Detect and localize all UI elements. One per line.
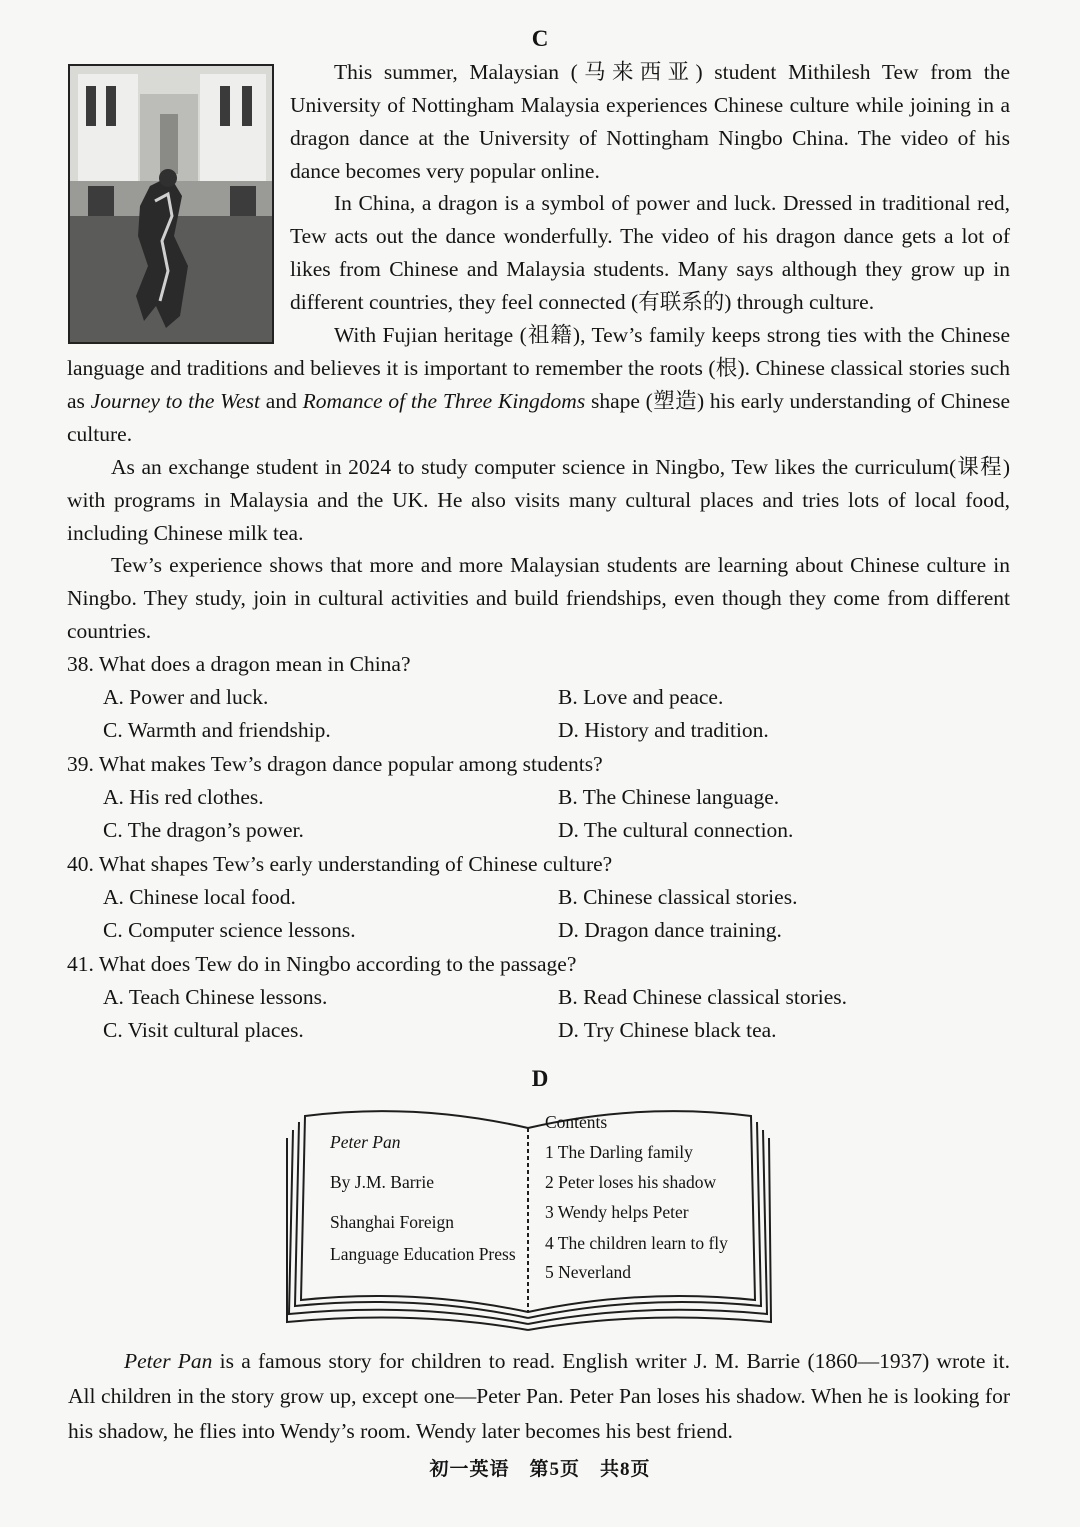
question-39-option-a: A. His red clothes. <box>103 785 264 809</box>
question-39-option-b: B. The Chinese language. <box>558 785 780 809</box>
dragon-dance-photo <box>68 64 274 344</box>
section-d-paragraph-1: Peter Pan is a famous story for children to read. English writer J. M. Barrie (1860—1937) wrote it. All children in the story grow up, except one—Peter Pan. Peter Pan loses his shadow. When he is looking for his shadow, he flies into Wendy’s room. Wendy later becomes his best friend. <box>68 1349 1011 1443</box>
section-c-paragraph-5: Tew’s experience shows that more and more Malaysian students are learning about Chinese culture in Ningbo. They study, join in cultural activities and build friendships, even though they come from different countries. <box>67 553 1010 643</box>
question-39-option-d: D. The cultural connection. <box>558 818 794 842</box>
book-publisher-line-1: Shanghai Foreign <box>330 1212 454 1232</box>
book-title: Peter Pan <box>330 1132 401 1152</box>
question-38-stem: 38. What does a dragon mean in China? <box>67 652 411 676</box>
question-40-stem: 40. What shapes Tew’s early understanding of Chinese culture? <box>67 852 613 876</box>
question-38-option-b: B. Love and peace. <box>558 685 724 709</box>
peter-pan-title: Peter Pan <box>124 1349 213 1373</box>
book-title-journey: Journey to the West <box>90 389 261 413</box>
book-chapter-4: 4 The children learn to fly <box>545 1233 728 1253</box>
question-40-option-c: C. Computer science lessons. <box>103 918 356 942</box>
question-40-option-d: D. Dragon dance training. <box>558 918 782 942</box>
question-41-option-b: B. Read Chinese classical stories. <box>558 985 847 1009</box>
question-41-option-c: C. Visit cultural places. <box>103 1018 304 1042</box>
book-chapter-3: 3 Wendy helps Peter <box>545 1202 689 1222</box>
book-title-romance: Romance of the Three Kingdoms <box>302 389 586 413</box>
book-chapter-5: 5 Neverland <box>545 1262 632 1282</box>
section-c-paragraph-3: With Fujian heritage (祖籍), Tew’s family keeps strong ties with the Chinese language and traditions and believes it is important to remember the roots (根). Chinese classical stories such as Journey to the West and Romance of the Three Kingdoms shape (塑造) his early understanding of Chinese culture. <box>67 323 1010 446</box>
question-40-option-b: B. Chinese classical stories. <box>558 885 798 909</box>
book-chapter-2: 2 Peter loses his shadow <box>545 1172 717 1192</box>
question-39-stem: 39. What makes Tew’s dragon dance popular among students? <box>67 752 603 776</box>
section-c-paragraph-2: In China, a dragon is a symbol of power and luck. Dressed in traditional red, Tew acts out the dance wonderfully. The video of his dragon dance gets a lot of likes from Chinese and Malaysia students. Many says although they grow up in different countries, they feel connected (有联系的) through culture. <box>290 191 1010 314</box>
section-c-paragraph-4: As an exchange student in 2024 to study computer science in Ningbo, Tew likes the curriculum(课程) with programs in Malaysia and the UK. He also visits many cultural places and tries lots of local food, including Chinese milk tea. <box>67 455 1010 545</box>
section-d-heading: D <box>531 1066 549 1091</box>
question-39-option-c: C. The dragon’s power. <box>103 818 304 842</box>
book-author: By J.M. Barrie <box>330 1172 435 1192</box>
book-publisher-line-2: Language Education Press <box>330 1244 516 1264</box>
question-38-option-d: D. History and tradition. <box>558 718 769 742</box>
question-41-option-a: A. Teach Chinese lessons. <box>103 985 328 1009</box>
section-c-paragraph-1: This summer, Malaysian (马来西亚) student Mithilesh Tew from the University of Nottingham Malaysia experiences Chinese culture while joining in a dragon dance at the University of Nottingham Ningbo China. The video of his dance becomes very popular online. <box>290 60 1010 183</box>
book-chapter-1: 1 The Darling family <box>545 1142 693 1162</box>
question-40-option-a: A. Chinese local food. <box>103 885 296 909</box>
question-41-stem: 41. What does Tew do in Ningbo according to the passage? <box>67 952 577 976</box>
page-footer: 初一英语 第5页 共8页 <box>429 1459 651 1480</box>
question-38-option-a: A. Power and luck. <box>103 685 269 709</box>
section-c-heading: C <box>531 26 549 51</box>
question-41-option-d: D. Try Chinese black tea. <box>558 1018 777 1042</box>
question-38-option-c: C. Warmth and friendship. <box>103 718 331 742</box>
book-contents-heading: Contents <box>545 1112 608 1132</box>
